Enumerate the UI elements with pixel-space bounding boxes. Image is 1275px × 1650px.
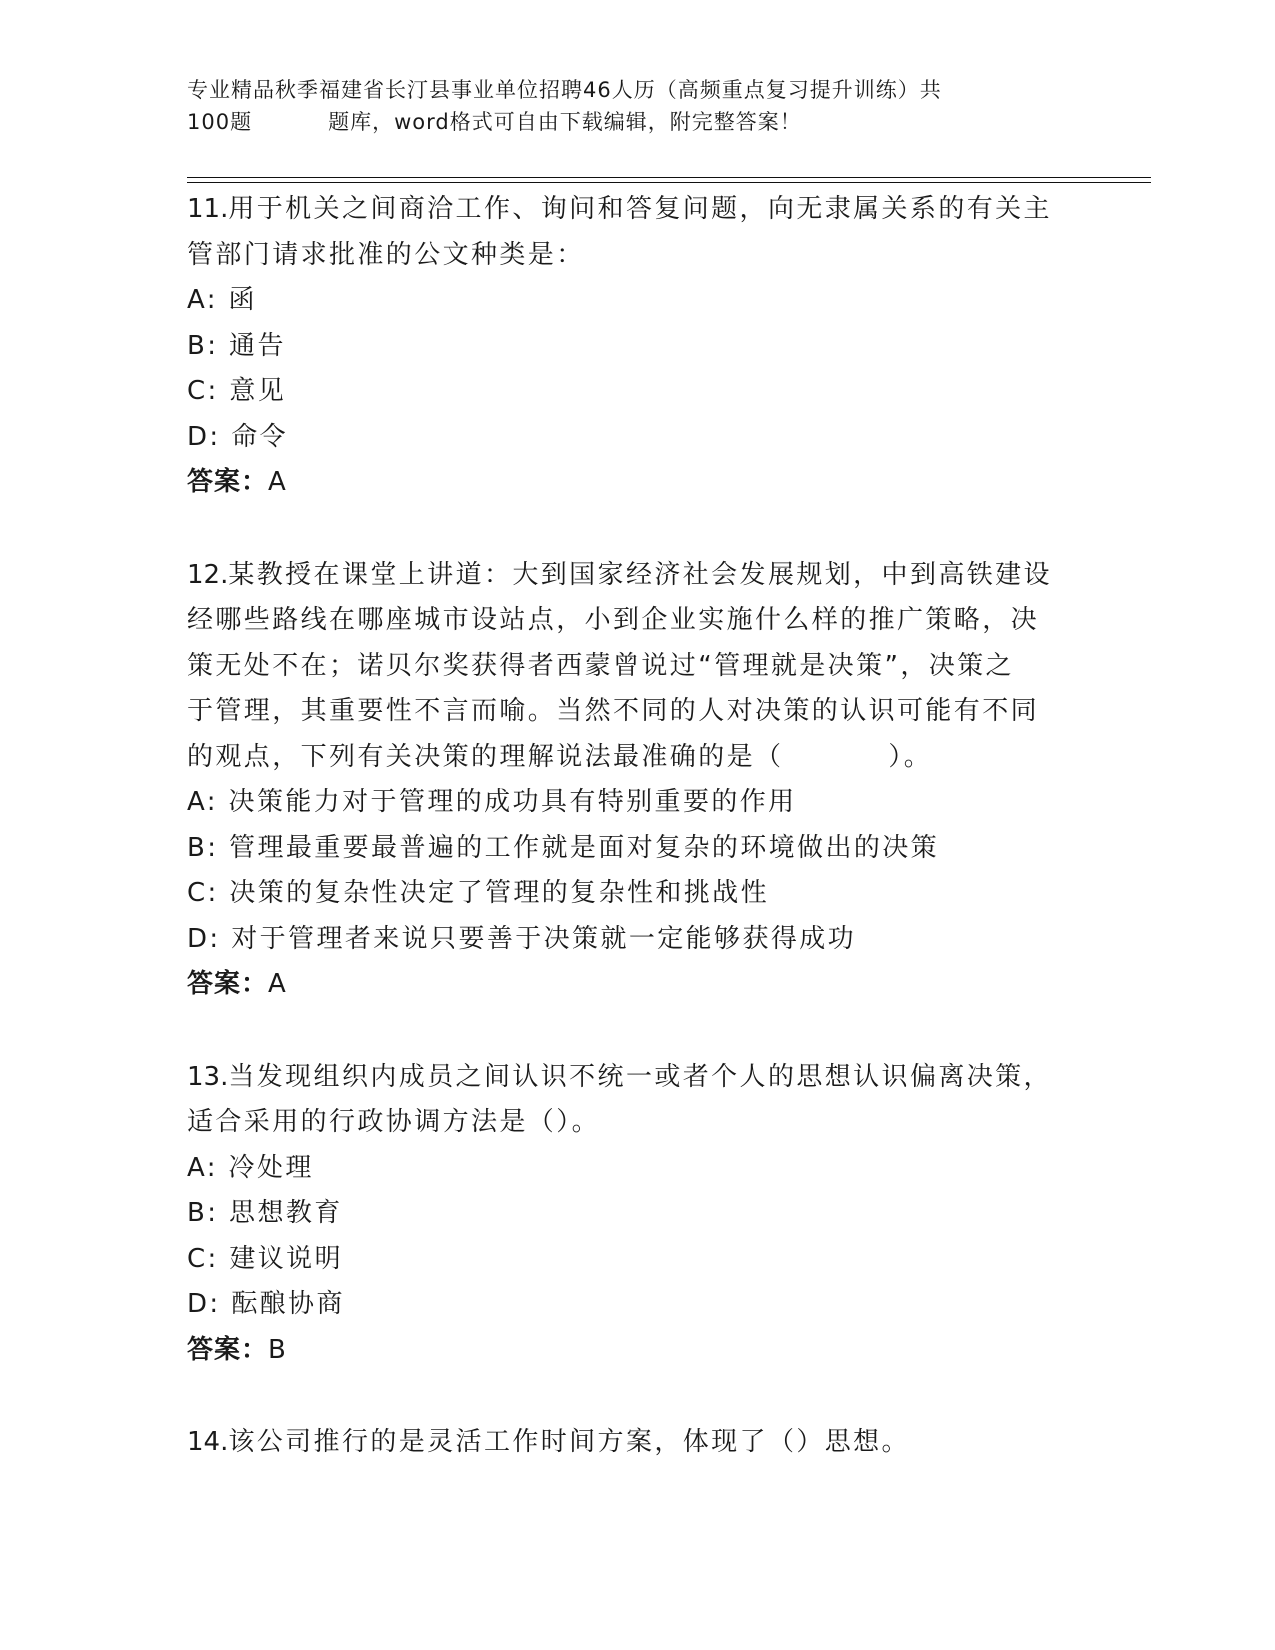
option-b: B: 管理最重要最普遍的工作就是面对复杂的环境做出的决策 xyxy=(187,832,940,863)
option-c: C: 决策的复杂性决定了管理的复杂性和挑战性 xyxy=(187,878,769,908)
option-d: D: 酝酿协商 xyxy=(187,1289,345,1319)
question-number: 14. xyxy=(187,1427,229,1457)
question-text-line: 经哪些路线在哪座城市设站点，小到企业实施什么样的推广策略，决 xyxy=(187,605,1040,635)
question-text-line: 策无处不在；诺贝尔奖获得者西蒙曾说过“管理就是决策”，决策之 xyxy=(187,650,1014,681)
header-description: 题库，word格式可自由下载编辑，附完整答案！ xyxy=(328,110,802,134)
question-number: 13. xyxy=(187,1061,229,1092)
option-d: D: 命令 xyxy=(187,421,289,452)
answer-line xyxy=(187,460,1087,506)
option-d: D: 对于管理者来说只要善于决策就一定能够获得成功 xyxy=(187,923,857,954)
header-title-line-1: 专业精品秋季福建省长汀县事业单位招聘46人历（高频重点复习提升训练）共 xyxy=(187,78,942,102)
answer-label: 答案： xyxy=(187,1334,269,1365)
option-c: C: 建议说明 xyxy=(187,1243,343,1274)
document-header xyxy=(187,74,1087,138)
question-text-line: 11.用于机关之间商洽工作、询问和答复问题，向无隶属关系的有关主 xyxy=(187,194,1052,224)
question-12 xyxy=(187,553,1087,1008)
question-text-line: 12.某教授在课堂上讲道：大到国家经济社会发展规划，中到高铁建设 xyxy=(187,559,1052,590)
question-text-line: 的观点，下列有关决策的理解说法最准确的是（ ）。 xyxy=(187,741,933,772)
answer-value: A xyxy=(268,969,287,999)
question-text-line: 于管理，其重要性不言而喻。当然不同的人对决策的认识可能有不同 xyxy=(187,696,1040,726)
question-13 xyxy=(187,1055,1087,1374)
option-b: B: 思想教育 xyxy=(187,1198,343,1228)
answer-value: A xyxy=(268,467,287,497)
question-list xyxy=(187,187,1087,1466)
question-number: 12. xyxy=(187,559,229,590)
answer-line xyxy=(187,1328,1087,1374)
answer-label: 答案： xyxy=(187,467,269,497)
option-a: A: 函 xyxy=(187,285,257,315)
question-text-line: 14.该公司推行的是灵活工作时间方案，体现了（）思想。 xyxy=(187,1427,910,1457)
question-number: 11. xyxy=(187,194,229,224)
answer-line xyxy=(187,962,1087,1008)
header-title-line-2 xyxy=(187,106,1087,138)
option-b: B: 通告 xyxy=(187,330,286,361)
answer-label: 答案： xyxy=(187,969,269,999)
answer-value: B xyxy=(268,1334,287,1365)
question-text-line: 13.当发现组织内成员之间认识不统一或者个人的思想认识偏离决策， xyxy=(187,1061,1052,1092)
header-question-count: 100题 xyxy=(187,110,253,134)
option-a: A: 冷处理 xyxy=(187,1152,314,1183)
question-text-line: 适合采用的行政协调方法是（）。 xyxy=(187,1107,601,1137)
header-divider-bottom xyxy=(187,182,1151,183)
header-divider-top xyxy=(187,177,1151,178)
question-14 xyxy=(187,1420,1087,1466)
question-text-line: 管部门请求批准的公文种类是： xyxy=(187,239,585,270)
option-a: A: 决策能力对于管理的成功具有特别重要的作用 xyxy=(187,787,797,817)
question-11 xyxy=(187,187,1087,506)
option-c: C: 意见 xyxy=(187,376,287,406)
